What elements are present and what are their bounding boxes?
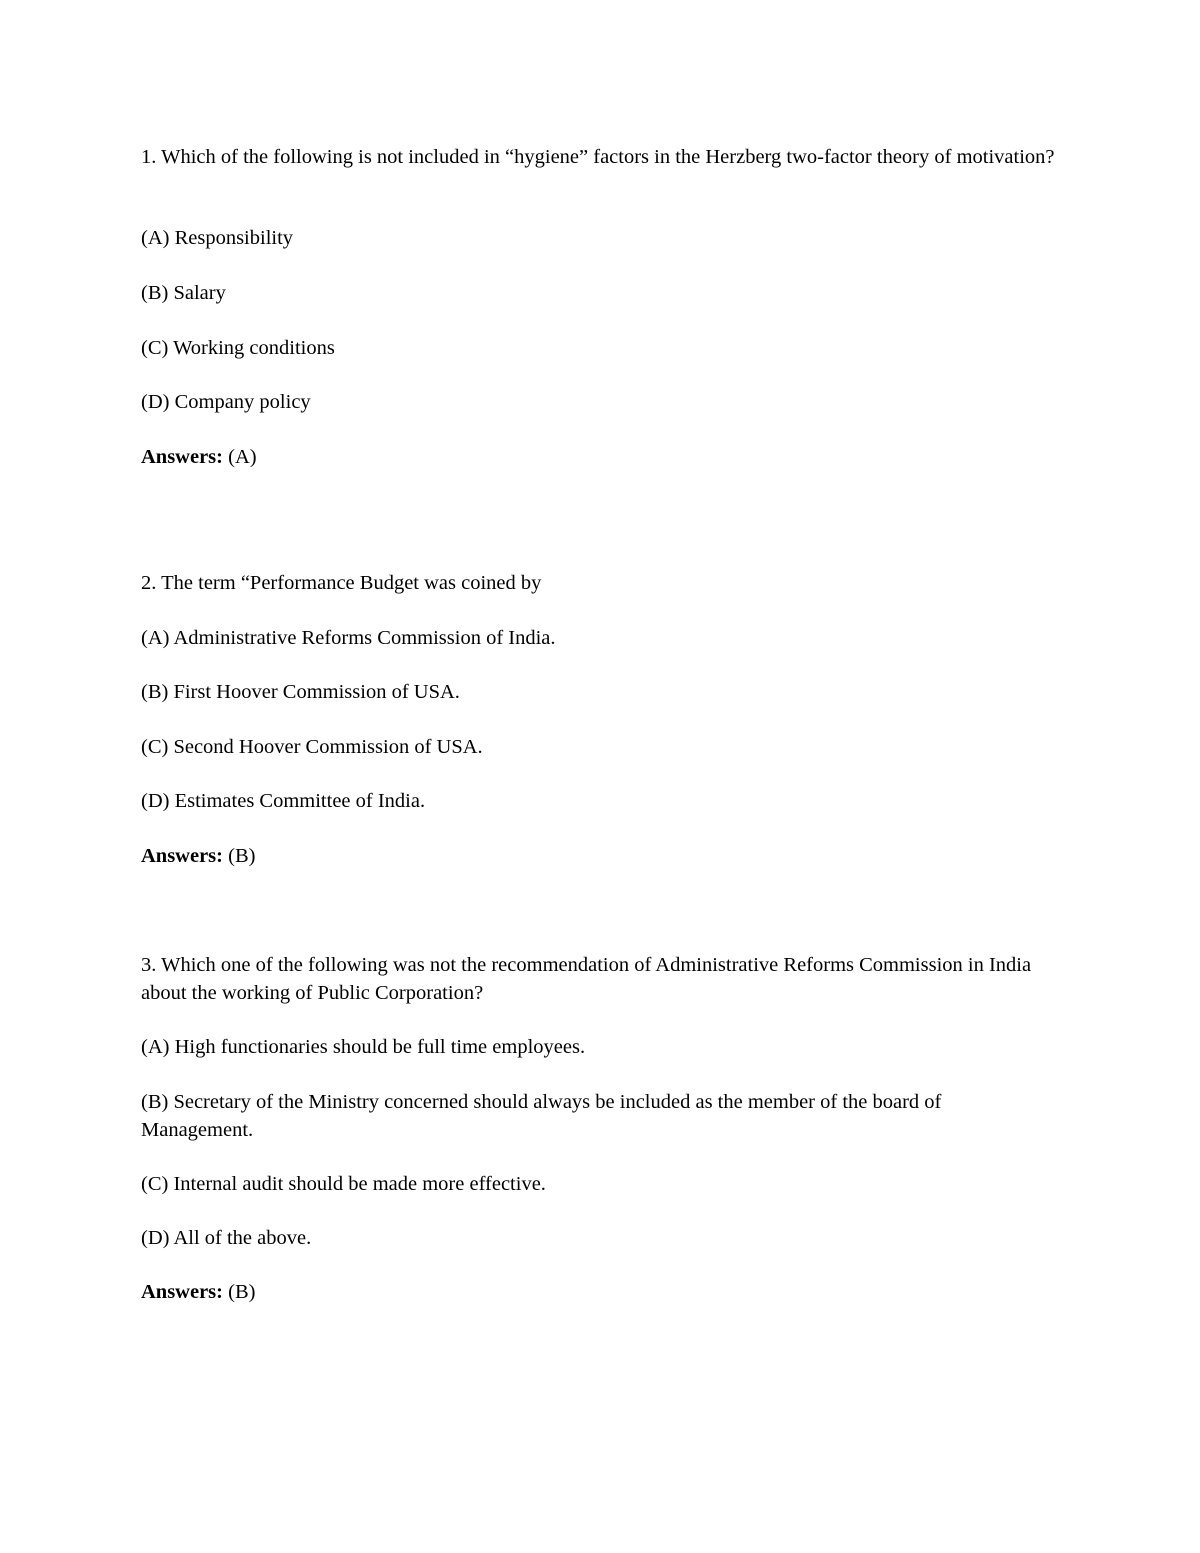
question-1-answer: [141, 443, 1056, 471]
question-1-number: 1.: [141, 146, 157, 168]
question-3-option-d: (D) All of the above.: [141, 1227, 312, 1249]
question-1-option-a: (A) Responsibility: [141, 227, 294, 249]
question-2-option-d: (D) Estimates Committee of India.: [141, 790, 426, 812]
question-1-stem: [141, 143, 1056, 171]
answer-label: Answers:: [141, 1281, 223, 1303]
question-2-number: 2.: [141, 572, 157, 594]
question-3-answer: [141, 1278, 1056, 1306]
question-1-option-d: (D) Company policy: [141, 391, 311, 413]
answer-value: (B): [228, 1281, 256, 1303]
answer-value: (B): [228, 845, 256, 867]
question-1-option-b: (B) Salary: [141, 282, 226, 304]
question-2-stem: [141, 569, 1056, 597]
question-3-option-c: (C) Internal audit should be made more effective.: [141, 1173, 546, 1195]
question-2-answer: [141, 842, 1056, 870]
question-2-option-c: (C) Second Hoover Commission of USA.: [141, 736, 483, 758]
question-2-option-b: (B) First Hoover Commission of USA.: [141, 681, 460, 703]
answer-label: Answers:: [141, 446, 223, 468]
question-3-option-a: (A) High functionaries should be full time employees.: [141, 1036, 586, 1058]
question-3-option-b: (B) Secretary of the Ministry concerned should always be included as the member of the board of Management.: [141, 1091, 942, 1141]
question-1-text: Which of the following is not included in “hygiene” factors in the Herzberg two-factor theory of motivation?: [161, 146, 1055, 168]
answer-value: (A): [228, 446, 257, 468]
question-1-option-c: (C) Working conditions: [141, 337, 335, 359]
question-2-text: The term “Performance Budget was coined by: [161, 572, 542, 594]
question-2-option-a: (A) Administrative Reforms Commission of India.: [141, 627, 556, 649]
question-3-number: 3.: [141, 954, 157, 976]
question-3-text: Which one of the following was not the recommendation of Administrative Reforms Commission in India about the working of Public Corporation?: [141, 954, 1032, 1004]
answer-label: Answers:: [141, 845, 223, 867]
question-3-stem: [141, 951, 1056, 1007]
